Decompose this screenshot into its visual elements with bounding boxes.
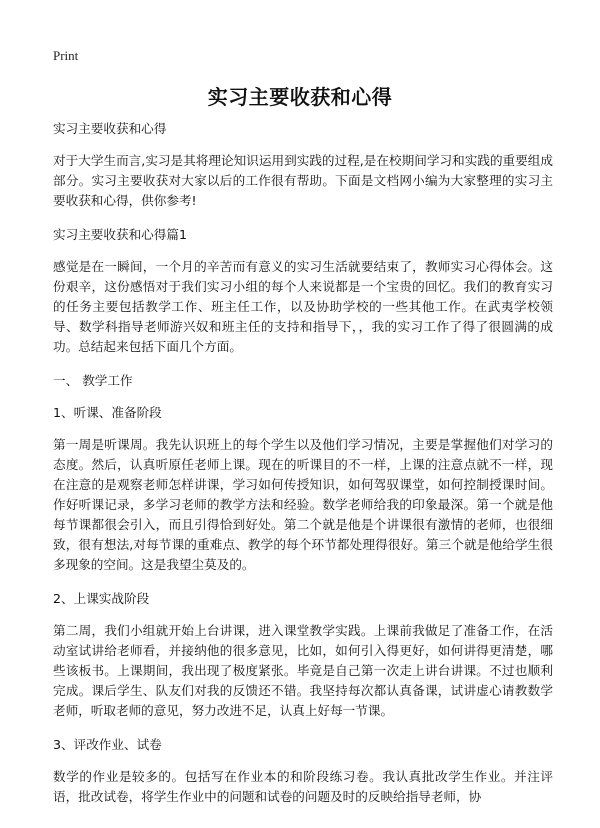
article-heading: 实习主要收获和心得篇1 xyxy=(53,227,187,242)
intro-paragraph: 对于大学生而言,实习是其将理论知识运用到实践的过程,是在校期间学习和实践的重要组成部分。实习主要收获对大家以后的工作很有帮助。下面是文档网小编为大家整理的实习主要收获和心得，供你参考! xyxy=(53,153,553,208)
document-body xyxy=(53,119,553,807)
document-title: 实习主要收获和心得 xyxy=(207,85,393,109)
subsection-heading: 2、上课实战阶段 xyxy=(53,591,150,606)
subsection-heading: 3、评改作业、试卷 xyxy=(53,737,162,752)
section-heading: 一、 教学工作 xyxy=(53,373,133,388)
subtitle: 实习主要收获和心得 xyxy=(53,121,167,136)
subsection-heading: 1、听课、准备阶段 xyxy=(53,405,162,420)
paragraph: 第一周是听课周。我先认识班上的每个学生以及他们学习情况，主要是掌握他们对学习的态度。然后，认真听原任老师上课。现在的听课目的不一样，上课的注意点就不一样，现在注意的是观察老师怎样讲课，学习如何传授知识，如何驾驭课堂，如何控制授课时间。作好听课记录，多学习老师的教学方法和经验。数学老师给我的印象最深。第一个就是他每节课都很会引入，而且引得恰到好处。第二个就是他是个讲课很有激情的老师，也很细致，很有想法,对每节课的重难点、教学的每个环节都处理得很好。第三个就是他给学生很多现象的空间。这是我望尘莫及的。 xyxy=(53,437,553,572)
paragraph: 数学的作业是较多的。包括写在作业本的和阶段练习卷。我认真批改学生作业。并注评语，批改试卷，将学生作业中的问题和试卷的问题及时的反映给指导老师，协 xyxy=(53,769,553,804)
print-label[interactable]: Print xyxy=(53,48,79,63)
paragraph: 第二周，我们小组就开始上台讲课，进入课堂教学实践。上课前我做足了准备工作，在活动室试讲给老师看，并接纳他的很多意见，比如，如何引入得更好，如何讲得更清楚，哪些该板书。上课期间，我出现了极度紧张。毕竟是自己第一次走上讲台讲课。不过也顺利完成。课后学生、队友们对我的反馈还不错。我坚持每次都认真备课，试讲虚心请教数学老师，听取老师的意见，努力改进不足，认真上好每一节课。 xyxy=(53,623,553,718)
paragraph: 感觉是在一瞬间，一个月的辛苦而有意义的实习生活就要结束了，教师实习心得体会。这份艰辛，这份感悟对于我们实习小组的每个人来说都是一个宝贵的回忆。我们的教育实习的任务主要包括教学工作、班主任工作，以及协助学校的一些其他工作。在武夷学校领导、数学科指导老师游兴奴和班主任的支持和指导下，，我的实习工作了得了很圆满的成功。总结起来包括下面几个方面。 xyxy=(53,259,553,354)
